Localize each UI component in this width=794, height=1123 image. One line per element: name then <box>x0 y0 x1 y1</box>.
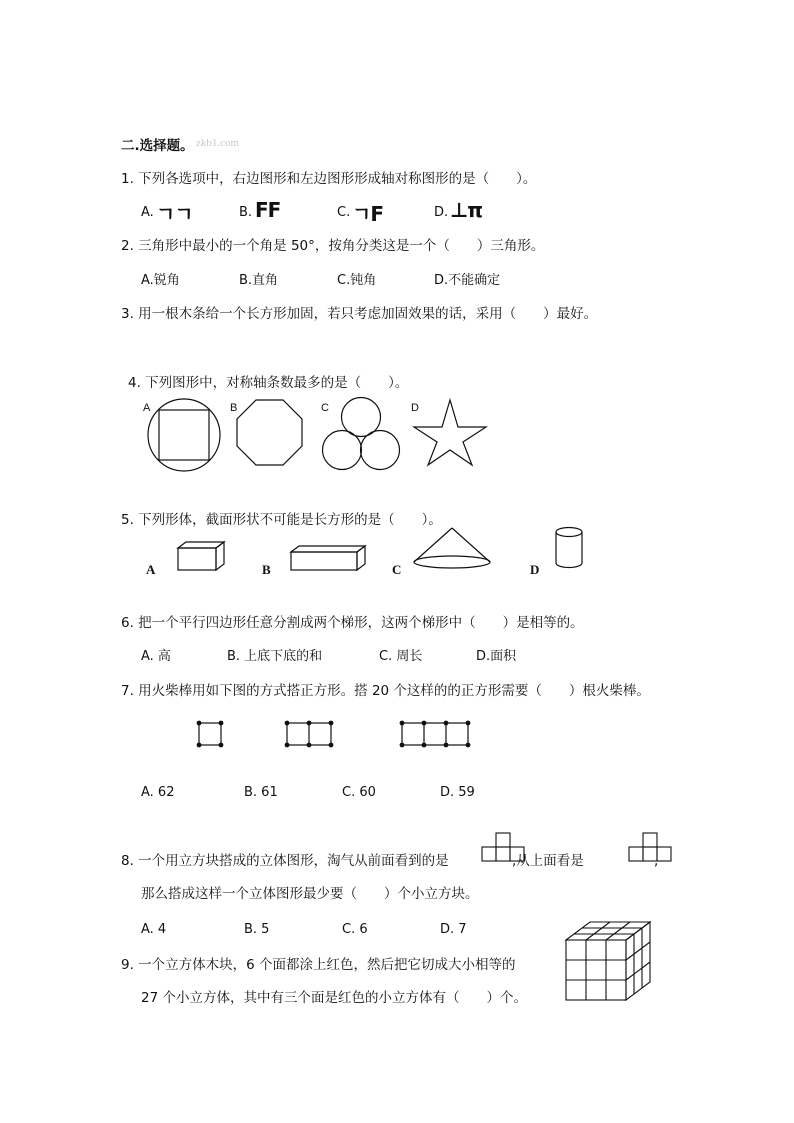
watermark: zkb1.com <box>196 137 240 149</box>
q6-option-a: A. 高 <box>141 649 171 664</box>
q5-cuboid-figure <box>289 544 367 572</box>
q1-option-a-label: A. <box>141 205 154 220</box>
q4-label-c: C <box>321 402 329 414</box>
question-8-part-d: 那么搭成这样一个立体图形最少要（ ）个小立方块。 <box>141 886 479 902</box>
q5-cylinder-figure <box>554 526 588 570</box>
matchstick-three-squares <box>399 720 473 748</box>
question-7: 7. 用火柴棒用如下图的方式搭正方形。搭 20 个这样的的正方形需要（ ）根火柴棒。 <box>121 683 650 699</box>
q5-label-b: B <box>262 562 271 577</box>
q2-option-a: A.锐角 <box>141 273 180 288</box>
matchstick-two-squares <box>284 720 336 748</box>
q6-option-d: D.面积 <box>476 649 517 664</box>
q6-option-c: C. 周长 <box>379 649 423 664</box>
question-2: 2. 三角形中最小的一个角是 50°，按角分类这是一个（ ）三角形。 <box>121 238 545 254</box>
q8-option-c: C. 6 <box>342 922 368 937</box>
q8-top-view <box>628 832 674 862</box>
q8-option-d: D. 7 <box>440 922 467 937</box>
matchstick-one-square <box>196 720 226 748</box>
q1-option-c-glyph: ㄱF <box>352 202 383 226</box>
question-8-part-c: , <box>654 853 659 869</box>
q4-label-a: A <box>143 402 151 414</box>
question-5: 5. 下列形体，截面形状不可能是长方形的是（ ）。 <box>121 512 442 528</box>
question-9-part-b: 27 个小立方体，其中有三个面是红色的小立方体有（ ）个。 <box>141 990 527 1006</box>
q7-option-d: D. 59 <box>440 785 475 800</box>
q7-option-a: A. 62 <box>141 785 175 800</box>
question-8-part-a: 8. 一个用立方块搭成的立体图形，淘气从前面看到的是 <box>121 853 449 869</box>
q1-option-c-label: C. <box>337 205 351 220</box>
q4-label-d: D <box>411 402 419 414</box>
q1-option-b-label: B. <box>239 205 253 220</box>
question-6: 6. 把一个平行四边形任意分割成两个梯形，这两个梯形中（ ）是相等的。 <box>121 615 584 631</box>
q4-three-circles-figure <box>318 394 408 476</box>
q5-label-c: C <box>392 562 402 577</box>
q9-cube-27-figure <box>564 920 654 1002</box>
q6-option-b: B. 上底下底的和 <box>227 649 323 664</box>
q7-option-b: B. 61 <box>244 785 278 800</box>
q2-option-d: D.不能确定 <box>434 273 501 288</box>
q1-option-b-glyph: FF <box>255 198 281 222</box>
q4-star-figure <box>412 398 492 468</box>
question-8-part-b: ,从上面看是 <box>512 853 584 869</box>
q5-cube-figure <box>176 540 228 572</box>
q4-circle-square-figure <box>140 395 230 475</box>
q5-label-a: A <box>146 562 156 577</box>
q7-option-c: C. 60 <box>342 785 376 800</box>
q4-label-b: B <box>230 402 238 414</box>
question-1: 1. 下列各选项中，右边图形和左边图形形成轴对称图形的是（ ）。 <box>121 171 537 187</box>
question-4: 4. 下列图形中，对称轴条数最多的是（ ）。 <box>128 375 409 391</box>
q1-option-d-glyph: ⊥π <box>450 198 483 222</box>
q5-cone-figure <box>410 526 494 572</box>
q8-option-a: A. 4 <box>141 922 167 937</box>
q2-option-c: C.钝角 <box>337 273 377 288</box>
question-3: 3. 用一根木条给一个长方形加固，若只考虑加固效果的话，采用（ ）最好。 <box>121 306 598 322</box>
question-9-part-a: 9. 一个立方体木块，6 个面都涂上红色，然后把它切成大小相等的 <box>121 957 516 973</box>
q1-option-d-label: D. <box>434 205 449 220</box>
q1-option-a-glyph: ㄱㄱ <box>156 202 193 226</box>
q2-option-b: B.直角 <box>239 273 279 288</box>
section-title: 二.选择题。 <box>121 138 194 154</box>
q8-option-b: B. 5 <box>244 922 270 937</box>
q4-octagon-figure <box>232 398 312 473</box>
q5-label-d: D <box>530 562 540 577</box>
